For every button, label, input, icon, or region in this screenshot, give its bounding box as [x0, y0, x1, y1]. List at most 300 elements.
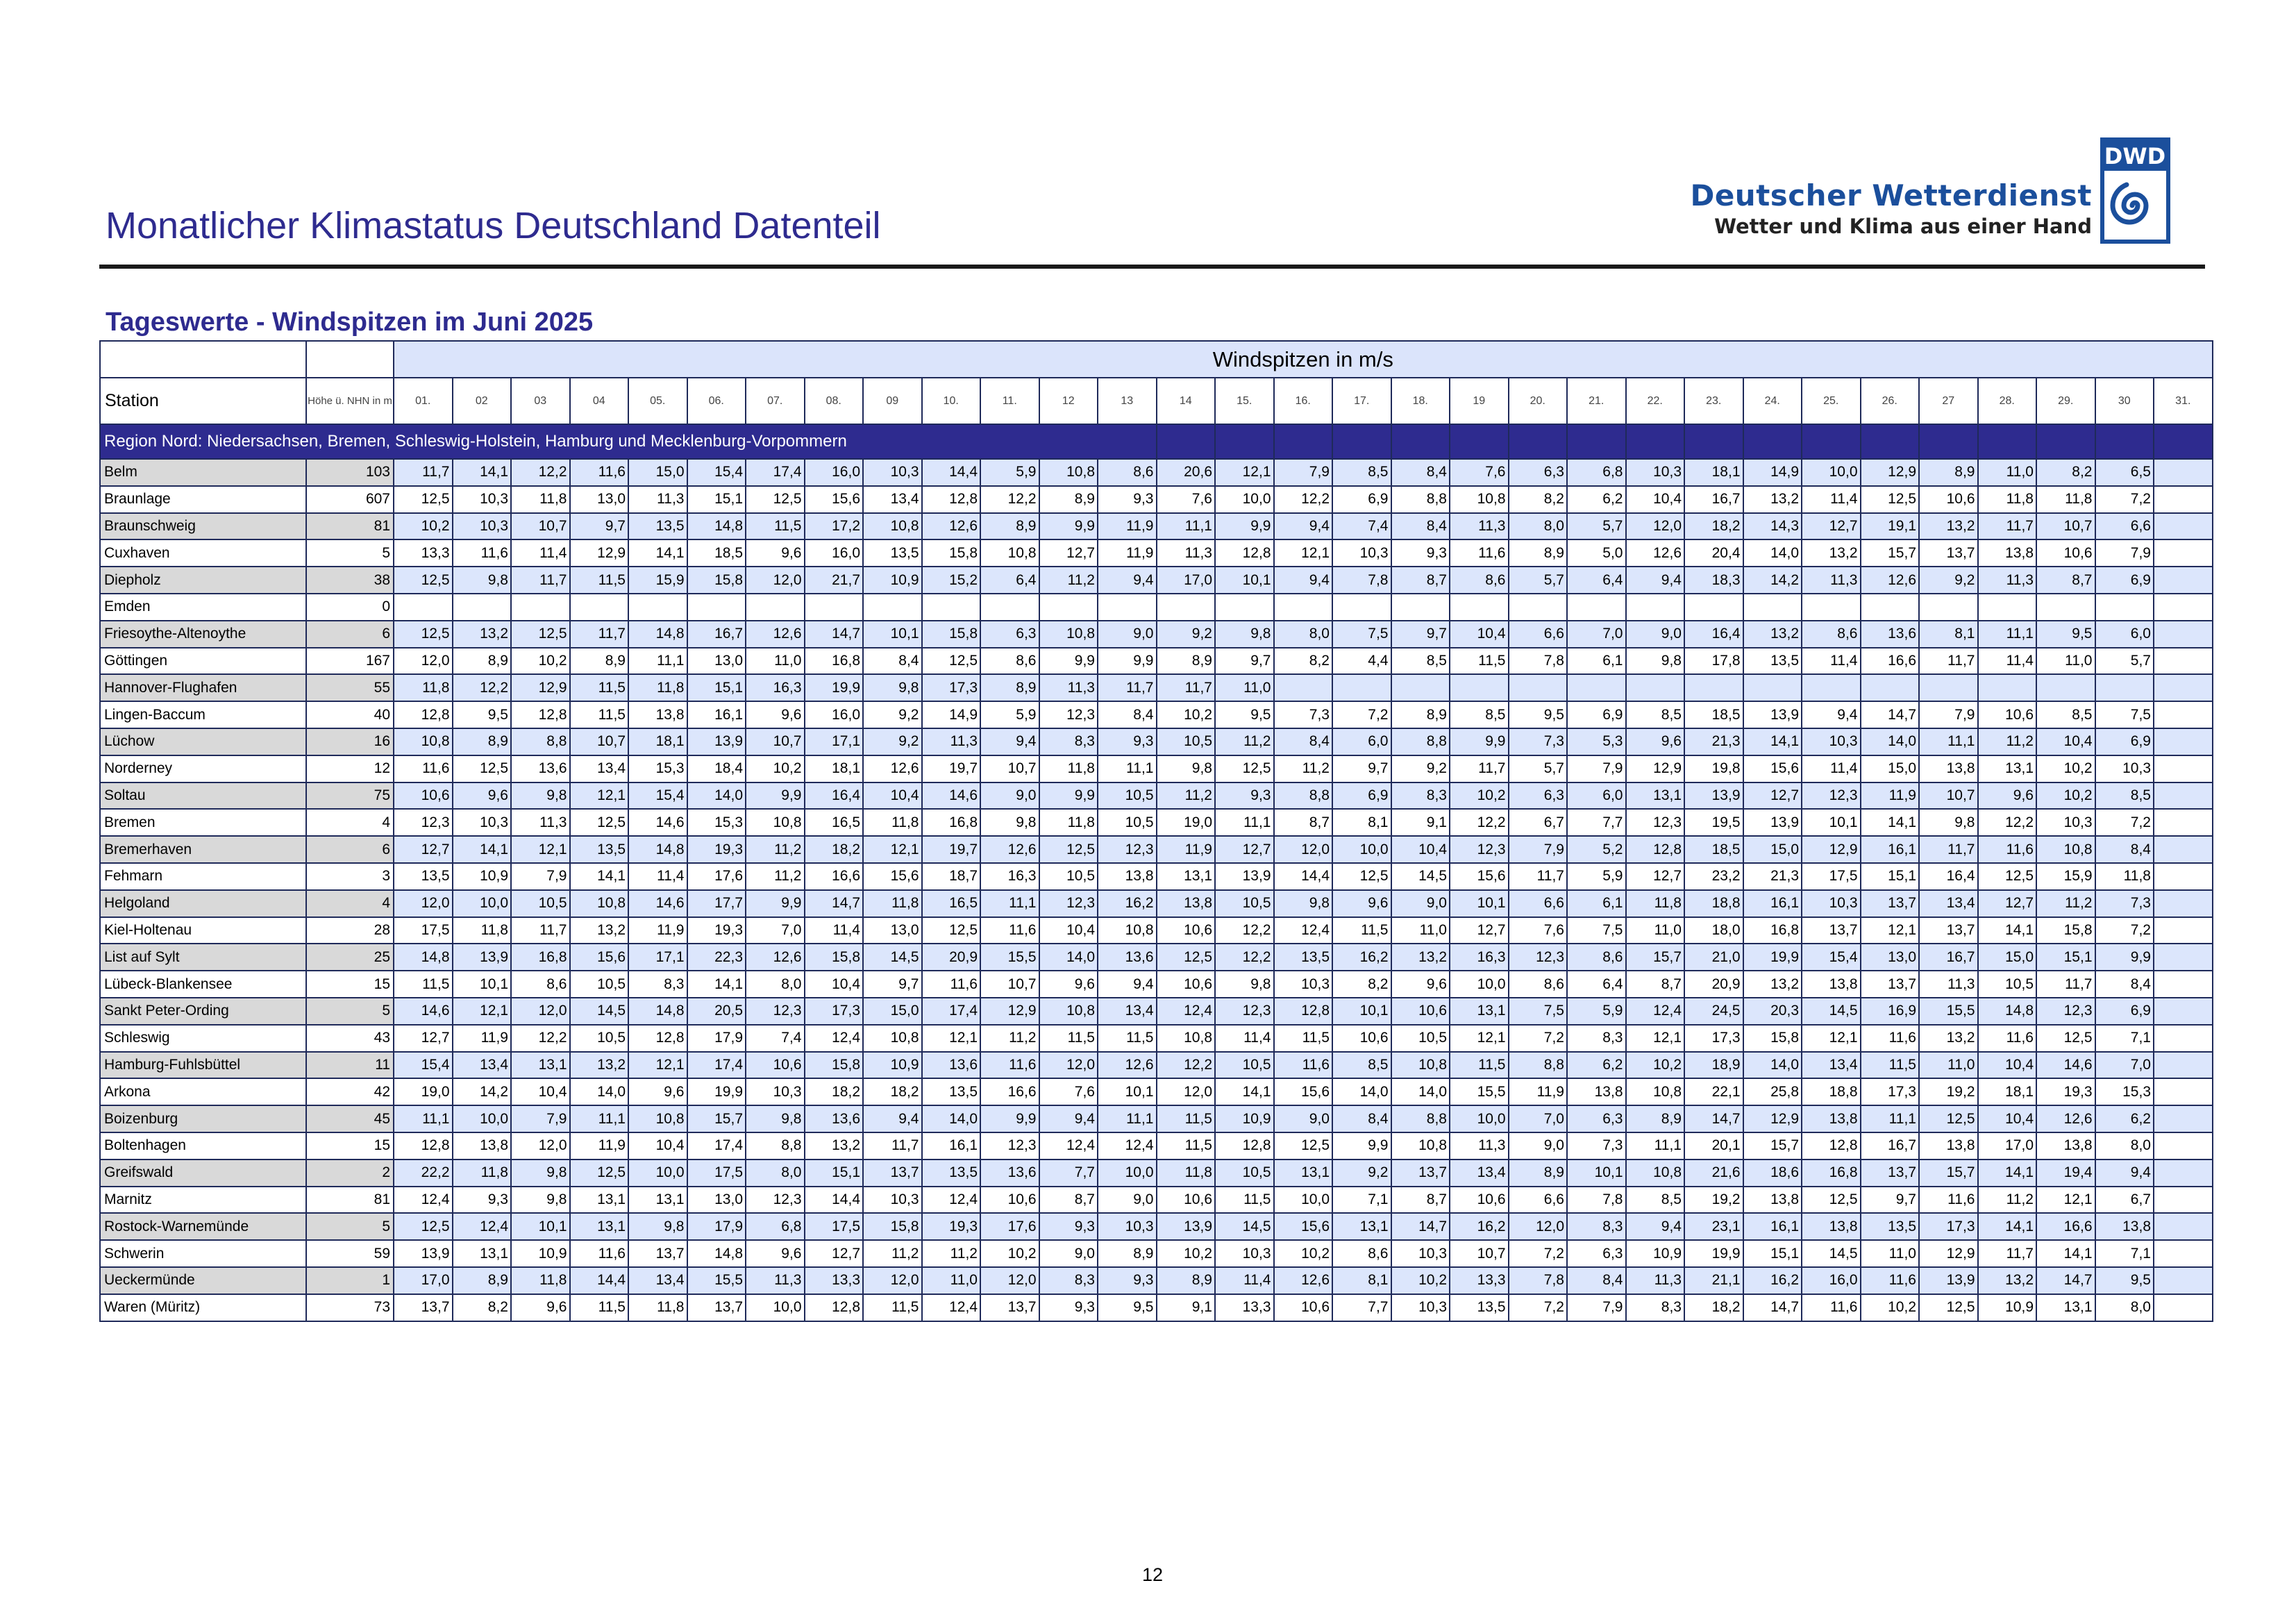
wind-value-cell: 13,4 — [453, 1052, 512, 1079]
wind-value-cell: 11,3 — [922, 728, 981, 755]
wind-value-cell — [2154, 971, 2213, 998]
wind-value-cell: 10,3 — [1274, 971, 1333, 998]
wind-value-cell: 11,6 — [394, 755, 453, 782]
wind-value-cell: 8,8 — [1391, 1105, 1450, 1132]
station-row — [100, 863, 2213, 890]
wind-value-cell: 12,6 — [1626, 539, 1685, 567]
wind-value-cell: 9,2 — [863, 728, 922, 755]
wind-value-cell: 12,4 — [805, 1025, 864, 1052]
wind-value-cell — [2154, 648, 2213, 675]
wind-value-cell: 7,3 — [1274, 701, 1333, 728]
wind-value-cell: 13,8 — [1919, 755, 1978, 782]
wind-value-cell: 9,8 — [511, 1187, 570, 1214]
region-fill-cell — [1332, 424, 1391, 459]
station-height: 1 — [306, 1267, 394, 1294]
wind-value-cell: 19,3 — [922, 1213, 981, 1240]
region-fill-cell — [1274, 424, 1333, 459]
wind-value-cell: 11,6 — [1274, 1052, 1333, 1079]
wind-value-cell: 9,4 — [2095, 1160, 2154, 1187]
wind-value-cell: 10,4 — [1978, 1105, 2037, 1132]
wind-value-cell: 12,6 — [746, 944, 805, 971]
wind-value-cell: 17,0 — [1978, 1132, 2037, 1160]
wind-value-cell: 11,3 — [1039, 674, 1098, 701]
wind-value-cell: 10,5 — [570, 1025, 629, 1052]
blank-cell — [306, 341, 394, 378]
wind-value-cell: 13,9 — [1157, 1213, 1216, 1240]
wind-value-cell: 16,6 — [805, 863, 864, 890]
station-height: 103 — [306, 459, 394, 486]
wind-value-cell: 7,8 — [1509, 648, 1568, 675]
day-header: 28. — [1978, 378, 2037, 424]
wind-value-cell: 13,2 — [1978, 1267, 2037, 1294]
wind-value-cell: 11,5 — [1332, 917, 1391, 944]
wind-value-cell: 16,2 — [1332, 944, 1391, 971]
wind-value-cell: 8,9 — [1098, 1240, 1157, 1267]
wind-value-cell: 8,8 — [511, 728, 570, 755]
wind-value-cell: 11,8 — [863, 809, 922, 836]
wind-value-cell: 12,3 — [1039, 890, 1098, 917]
wind-value-cell: 7,3 — [1567, 1132, 1626, 1160]
wind-value-cell: 13,7 — [863, 1160, 922, 1187]
wind-value-cell: 11,4 — [1215, 1025, 1274, 1052]
wind-value-cell: 11,7 — [511, 567, 570, 594]
wind-value-cell — [1450, 674, 1509, 701]
wind-value-cell: 5,9 — [1567, 863, 1626, 890]
wind-value-cell: 11,2 — [1215, 728, 1274, 755]
wind-value-cell: 15,1 — [687, 486, 746, 513]
wind-value-cell: 19,5 — [1684, 809, 1743, 836]
wind-value-cell: 9,6 — [628, 1078, 687, 1105]
wind-value-cell: 13,2 — [1743, 621, 1802, 648]
day-header: 09 — [863, 378, 922, 424]
region-fill-cell — [1978, 424, 2037, 459]
wind-value-cell: 7,6 — [1157, 486, 1216, 513]
wind-value-cell: 12,3 — [1098, 836, 1157, 863]
wind-value-cell: 16,6 — [2036, 1213, 2095, 1240]
wind-value-cell: 11,5 — [1450, 1052, 1509, 1079]
wind-value-cell: 12,0 — [980, 1267, 1039, 1294]
wind-value-cell: 12,1 — [922, 1025, 981, 1052]
wind-value-cell: 19,2 — [1919, 1078, 1978, 1105]
wind-value-cell: 9,0 — [1274, 1105, 1333, 1132]
wind-value-cell: 11,6 — [570, 1240, 629, 1267]
wind-value-cell: 18,2 — [1684, 1294, 1743, 1321]
wind-value-cell: 8,0 — [2095, 1294, 2154, 1321]
wind-value-cell: 12,0 — [1157, 1078, 1216, 1105]
wind-value-cell: 14,2 — [453, 1078, 512, 1105]
wind-value-cell: 11,1 — [1215, 809, 1274, 836]
wind-value-cell: 16,1 — [1861, 836, 1920, 863]
wind-value-cell: 12,4 — [394, 1187, 453, 1214]
wind-value-cell: 4,4 — [1332, 648, 1391, 675]
wind-value-cell: 15,7 — [1861, 539, 1920, 567]
wind-value-cell: 11,4 — [1215, 1267, 1274, 1294]
wind-value-cell: 13,4 — [863, 486, 922, 513]
wind-value-cell — [2036, 594, 2095, 621]
wind-value-cell: 13,5 — [570, 836, 629, 863]
station-name: Emden — [100, 594, 306, 621]
wind-value-cell: 12,2 — [1157, 1052, 1216, 1079]
station-row — [100, 971, 2213, 998]
brand-name: Deutscher Wetterdienst — [1690, 178, 2092, 212]
wind-value-cell: 7,8 — [1332, 567, 1391, 594]
wind-value-cell: 12,0 — [863, 1267, 922, 1294]
wind-value-cell: 16,6 — [980, 1078, 1039, 1105]
wind-value-cell: 11,8 — [1039, 809, 1098, 836]
wind-value-cell: 6,1 — [1567, 890, 1626, 917]
wind-value-cell: 12,3 — [1039, 701, 1098, 728]
wind-value-cell: 9,9 — [1098, 648, 1157, 675]
wind-value-cell: 10,7 — [1450, 1240, 1509, 1267]
wind-value-cell: 10,4 — [1978, 1052, 2037, 1079]
station-name: Lingen-Baccum — [100, 701, 306, 728]
wind-value-cell: 10,4 — [511, 1078, 570, 1105]
wind-value-cell: 12,7 — [394, 836, 453, 863]
wind-value-cell: 18,1 — [1978, 1078, 2037, 1105]
wind-value-cell: 10,4 — [628, 1132, 687, 1160]
wind-value-cell: 7,7 — [1039, 1160, 1098, 1187]
wind-value-cell: 16,0 — [805, 539, 864, 567]
wind-value-cell: 10,8 — [863, 513, 922, 540]
wind-value-cell — [1978, 594, 2037, 621]
wind-value-cell: 10,7 — [511, 513, 570, 540]
station-height: 43 — [306, 1025, 394, 1052]
wind-value-cell: 11,8 — [2036, 486, 2095, 513]
wind-value-cell: 7,2 — [1509, 1294, 1568, 1321]
wind-value-cell — [2154, 459, 2213, 486]
wind-value-cell: 12,4 — [453, 1213, 512, 1240]
day-header: 21. — [1567, 378, 1626, 424]
wind-value-cell: 11,1 — [1098, 1105, 1157, 1132]
station-row — [100, 1213, 2213, 1240]
wind-value-cell: 11,6 — [1450, 539, 1509, 567]
wind-value-cell: 21,6 — [1684, 1160, 1743, 1187]
wind-value-cell: 7,0 — [746, 917, 805, 944]
region-fill-cell — [1802, 424, 1861, 459]
wind-value-cell: 12,7 — [1743, 782, 1802, 810]
wind-value-cell: 15,1 — [2036, 944, 2095, 971]
wind-value-cell: 10,2 — [1626, 1052, 1685, 1079]
wind-value-cell: 7,1 — [2095, 1025, 2154, 1052]
wind-value-cell: 12,4 — [922, 1294, 981, 1321]
wind-value-cell: 9,4 — [1802, 701, 1861, 728]
wind-value-cell: 10,8 — [1039, 998, 1098, 1025]
wind-value-cell: 11,5 — [746, 513, 805, 540]
wind-value-cell: 9,1 — [1391, 809, 1450, 836]
wind-value-cell — [2095, 594, 2154, 621]
wind-value-cell: 16,1 — [922, 1132, 981, 1160]
wind-value-cell: 6,8 — [746, 1213, 805, 1240]
wind-value-cell: 12,5 — [511, 621, 570, 648]
wind-value-cell: 13,2 — [453, 621, 512, 648]
wind-value-cell: 15,1 — [1743, 1240, 1802, 1267]
wind-value-cell — [2154, 539, 2213, 567]
wind-value-cell: 9,3 — [1391, 539, 1450, 567]
wind-value-cell: 13,9 — [1215, 863, 1274, 890]
station-name: Arkona — [100, 1078, 306, 1105]
wind-value-cell: 8,6 — [1509, 971, 1568, 998]
wind-value-cell: 8,7 — [1039, 1187, 1098, 1214]
wind-value-cell — [2154, 998, 2213, 1025]
wind-value-cell: 15,9 — [2036, 863, 2095, 890]
wind-value-cell: 11,7 — [1978, 513, 2037, 540]
station-row — [100, 1267, 2213, 1294]
wind-value-cell: 6,1 — [1567, 648, 1626, 675]
wind-value-cell: 12,4 — [1039, 1132, 1098, 1160]
wind-value-cell: 14,3 — [1743, 513, 1802, 540]
wind-value-cell: 8,9 — [1626, 1105, 1685, 1132]
wind-value-cell: 13,7 — [1861, 890, 1920, 917]
wind-value-cell: 9,9 — [746, 890, 805, 917]
wind-value-cell: 7,9 — [1274, 459, 1333, 486]
wind-value-cell — [1509, 594, 1568, 621]
wind-value-cell: 9,0 — [1626, 621, 1685, 648]
wind-value-cell: 6,5 — [2095, 459, 2154, 486]
wind-value-cell: 12,5 — [1039, 836, 1098, 863]
wind-value-cell: 7,2 — [1332, 701, 1391, 728]
wind-value-cell: 8,8 — [1391, 728, 1450, 755]
wind-value-cell: 12,0 — [1039, 1052, 1098, 1079]
wind-value-cell: 10,5 — [570, 971, 629, 998]
wind-value-cell: 19,3 — [687, 836, 746, 863]
wind-value-cell: 14,5 — [1802, 998, 1861, 1025]
day-header: 14 — [1157, 378, 1216, 424]
wind-value-cell: 12,3 — [394, 809, 453, 836]
region-fill-cell — [2095, 424, 2154, 459]
wind-value-cell: 12,9 — [1626, 755, 1685, 782]
wind-value-cell: 8,9 — [980, 674, 1039, 701]
wind-value-cell: 12,8 — [511, 701, 570, 728]
wind-value-cell: 6,2 — [2095, 1105, 2154, 1132]
wind-value-cell: 11,7 — [863, 1132, 922, 1160]
wind-value-cell: 11,2 — [1978, 1187, 2037, 1214]
station-row — [100, 674, 2213, 701]
wind-value-cell: 19,9 — [805, 674, 864, 701]
wind-value-cell: 17,7 — [687, 890, 746, 917]
wind-value-cell: 10,0 — [628, 1160, 687, 1187]
wind-value-cell — [1743, 674, 1802, 701]
wind-value-cell: 8,5 — [1626, 1187, 1685, 1214]
wind-value-cell: 17,1 — [805, 728, 864, 755]
wind-value-cell: 13,7 — [1919, 539, 1978, 567]
wind-value-cell: 15,8 — [687, 567, 746, 594]
wind-value-cell: 7,5 — [1332, 621, 1391, 648]
wind-value-cell: 6,3 — [1567, 1240, 1626, 1267]
wind-value-cell: 8,0 — [1509, 513, 1568, 540]
dwd-logo-text: DWD — [2104, 143, 2166, 169]
wind-value-cell: 11,1 — [1157, 513, 1216, 540]
wind-value-cell: 11,7 — [1919, 836, 1978, 863]
wind-value-cell: 15,5 — [1919, 998, 1978, 1025]
wind-value-cell: 11,3 — [1157, 539, 1216, 567]
wind-value-cell: 17,3 — [805, 998, 864, 1025]
wind-value-cell: 7,8 — [1567, 1187, 1626, 1214]
wind-value-cell — [1391, 594, 1450, 621]
wind-value-cell: 9,0 — [1391, 890, 1450, 917]
wind-value-cell: 13,1 — [2036, 1294, 2095, 1321]
wind-value-cell: 11,7 — [2036, 971, 2095, 998]
wind-value-cell: 14,6 — [628, 809, 687, 836]
wind-value-cell: 8,1 — [1332, 1267, 1391, 1294]
station-name: Norderney — [100, 755, 306, 782]
wind-value-cell: 12,6 — [1098, 1052, 1157, 1079]
wind-value-cell: 14,1 — [1978, 917, 2037, 944]
wind-value-cell — [1802, 674, 1861, 701]
wind-value-cell: 8,0 — [746, 971, 805, 998]
wind-value-cell — [1215, 594, 1274, 621]
wind-value-cell: 18,3 — [1684, 567, 1743, 594]
wind-value-cell: 11,1 — [1861, 1105, 1920, 1132]
wind-value-cell: 20,4 — [1684, 539, 1743, 567]
wind-value-cell: 10,3 — [1098, 1213, 1157, 1240]
wind-value-cell: 9,3 — [1039, 1294, 1098, 1321]
wind-value-cell: 9,8 — [511, 782, 570, 810]
station-row — [100, 755, 2213, 782]
wind-value-cell: 14,1 — [628, 539, 687, 567]
wind-value-cell: 13,8 — [1802, 1213, 1861, 1240]
wind-value-cell: 15,0 — [1978, 944, 2037, 971]
wind-value-cell: 9,8 — [1626, 648, 1685, 675]
wind-value-cell: 18,1 — [1684, 459, 1743, 486]
wind-value-cell: 13,2 — [1802, 539, 1861, 567]
station-height: 25 — [306, 944, 394, 971]
wind-value-cell: 7,8 — [1509, 1267, 1568, 1294]
wind-value-cell: 12,4 — [1626, 998, 1685, 1025]
wind-value-cell — [1684, 674, 1743, 701]
station-height: 15 — [306, 971, 394, 998]
wind-value-cell: 8,6 — [980, 648, 1039, 675]
wind-value-cell — [2154, 1078, 2213, 1105]
wind-value-cell: 12,1 — [453, 998, 512, 1025]
wind-value-cell: 11,1 — [628, 648, 687, 675]
station-row — [100, 459, 2213, 486]
wind-value-cell: 12,7 — [1626, 863, 1685, 890]
station-name: List auf Sylt — [100, 944, 306, 971]
wind-value-cell: 11,6 — [570, 459, 629, 486]
station-height: 15 — [306, 1132, 394, 1160]
region-fill-cell — [1567, 424, 1626, 459]
wind-value-cell: 10,7 — [1919, 782, 1978, 810]
wind-value-cell: 10,0 — [1450, 1105, 1509, 1132]
wind-value-cell: 10,8 — [2036, 836, 2095, 863]
wind-value-cell: 7,6 — [1509, 917, 1568, 944]
wind-value-cell: 15,9 — [628, 567, 687, 594]
wind-value-cell — [2154, 1160, 2213, 1187]
wind-value-cell: 11,0 — [1391, 917, 1450, 944]
wind-value-cell: 12,1 — [1450, 1025, 1509, 1052]
wind-value-cell: 12,4 — [922, 1187, 981, 1214]
wind-value-cell: 11,1 — [1919, 728, 1978, 755]
wind-value-cell: 9,9 — [746, 782, 805, 810]
wind-value-cell: 13,5 — [1861, 1213, 1920, 1240]
wind-value-cell: 12,5 — [394, 621, 453, 648]
wind-value-cell: 8,5 — [1626, 701, 1685, 728]
wind-value-cell: 14,7 — [1391, 1213, 1450, 1240]
wind-value-cell: 8,0 — [746, 1160, 805, 1187]
wind-value-cell: 23,2 — [1684, 863, 1743, 890]
wind-value-cell: 12,7 — [1039, 539, 1098, 567]
wind-value-cell: 12,4 — [1274, 917, 1333, 944]
wind-value-cell: 21,7 — [805, 567, 864, 594]
wind-value-cell: 11,7 — [394, 459, 453, 486]
wind-value-cell: 13,8 — [1978, 539, 2037, 567]
wind-value-cell: 10,3 — [453, 809, 512, 836]
station-row — [100, 728, 2213, 755]
day-header: 06. — [687, 378, 746, 424]
wind-value-cell: 16,7 — [1861, 1132, 1920, 1160]
wind-value-cell: 14,0 — [687, 782, 746, 810]
wind-value-cell — [2154, 836, 2213, 863]
wind-value-cell: 17,4 — [922, 998, 981, 1025]
wind-value-cell: 12,2 — [453, 674, 512, 701]
station-name: Friesoythe-Altenoythe — [100, 621, 306, 648]
wind-value-cell: 10,2 — [511, 648, 570, 675]
wind-value-cell: 11,8 — [1978, 486, 2037, 513]
wind-value-cell: 14,0 — [1391, 1078, 1450, 1105]
wind-value-cell: 16,0 — [1802, 1267, 1861, 1294]
station-height: 4 — [306, 890, 394, 917]
wind-value-cell: 11,9 — [453, 1025, 512, 1052]
station-name: Braunschweig — [100, 513, 306, 540]
wind-value-cell: 9,0 — [1039, 1240, 1098, 1267]
wind-value-cell: 8,3 — [1626, 1294, 1685, 1321]
wind-value-cell: 8,8 — [1274, 782, 1333, 810]
wind-value-cell: 16,2 — [1450, 1213, 1509, 1240]
wind-value-cell: 9,3 — [1098, 728, 1157, 755]
wind-value-cell: 13,8 — [1802, 1105, 1861, 1132]
wind-value-cell: 12,6 — [1274, 1267, 1333, 1294]
wind-value-cell: 15,3 — [2095, 1078, 2154, 1105]
wind-value-cell: 13,7 — [1861, 971, 1920, 998]
wind-value-cell: 11,6 — [1978, 1025, 2037, 1052]
wind-value-cell: 7,9 — [1567, 755, 1626, 782]
wind-value-cell: 13,7 — [687, 1294, 746, 1321]
wind-value-cell: 15,8 — [863, 1213, 922, 1240]
wind-value-cell: 15,6 — [1274, 1213, 1333, 1240]
wind-value-cell: 14,0 — [1861, 728, 1920, 755]
wind-value-cell: 7,4 — [746, 1025, 805, 1052]
wind-value-cell: 13,1 — [628, 1187, 687, 1214]
wind-value-cell: 11,6 — [922, 971, 981, 998]
station-row — [100, 917, 2213, 944]
wind-value-cell: 12,1 — [570, 782, 629, 810]
wind-value-cell: 10,7 — [570, 728, 629, 755]
wind-value-cell: 14,0 — [922, 1105, 981, 1132]
wind-value-cell: 8,7 — [1391, 567, 1450, 594]
station-name: Schleswig — [100, 1025, 306, 1052]
wind-value-cell: 13,8 — [1567, 1078, 1626, 1105]
wind-value-cell: 9,4 — [1039, 1105, 1098, 1132]
wind-value-cell: 17,1 — [628, 944, 687, 971]
wind-value-cell: 19,7 — [922, 836, 981, 863]
wind-value-cell: 11,5 — [1450, 648, 1509, 675]
document-title: Monatlicher Klimastatus Deutschland Datenteil — [106, 205, 881, 246]
wind-value-cell — [805, 594, 864, 621]
wind-value-cell: 10,8 — [1039, 459, 1098, 486]
wind-value-cell: 9,5 — [1509, 701, 1568, 728]
wind-value-cell: 7,9 — [2095, 539, 2154, 567]
wind-value-cell: 19,0 — [1157, 809, 1216, 836]
station-row — [100, 701, 2213, 728]
wind-value-cell: 12,8 — [1215, 539, 1274, 567]
wind-value-cell: 9,6 — [1626, 728, 1685, 755]
wind-value-cell: 19,9 — [1743, 944, 1802, 971]
wind-value-cell: 18,9 — [1684, 1052, 1743, 1079]
station-name: Greifswald — [100, 1160, 306, 1187]
station-height: 81 — [306, 513, 394, 540]
station-name: Göttingen — [100, 648, 306, 675]
wind-value-cell — [1509, 674, 1568, 701]
